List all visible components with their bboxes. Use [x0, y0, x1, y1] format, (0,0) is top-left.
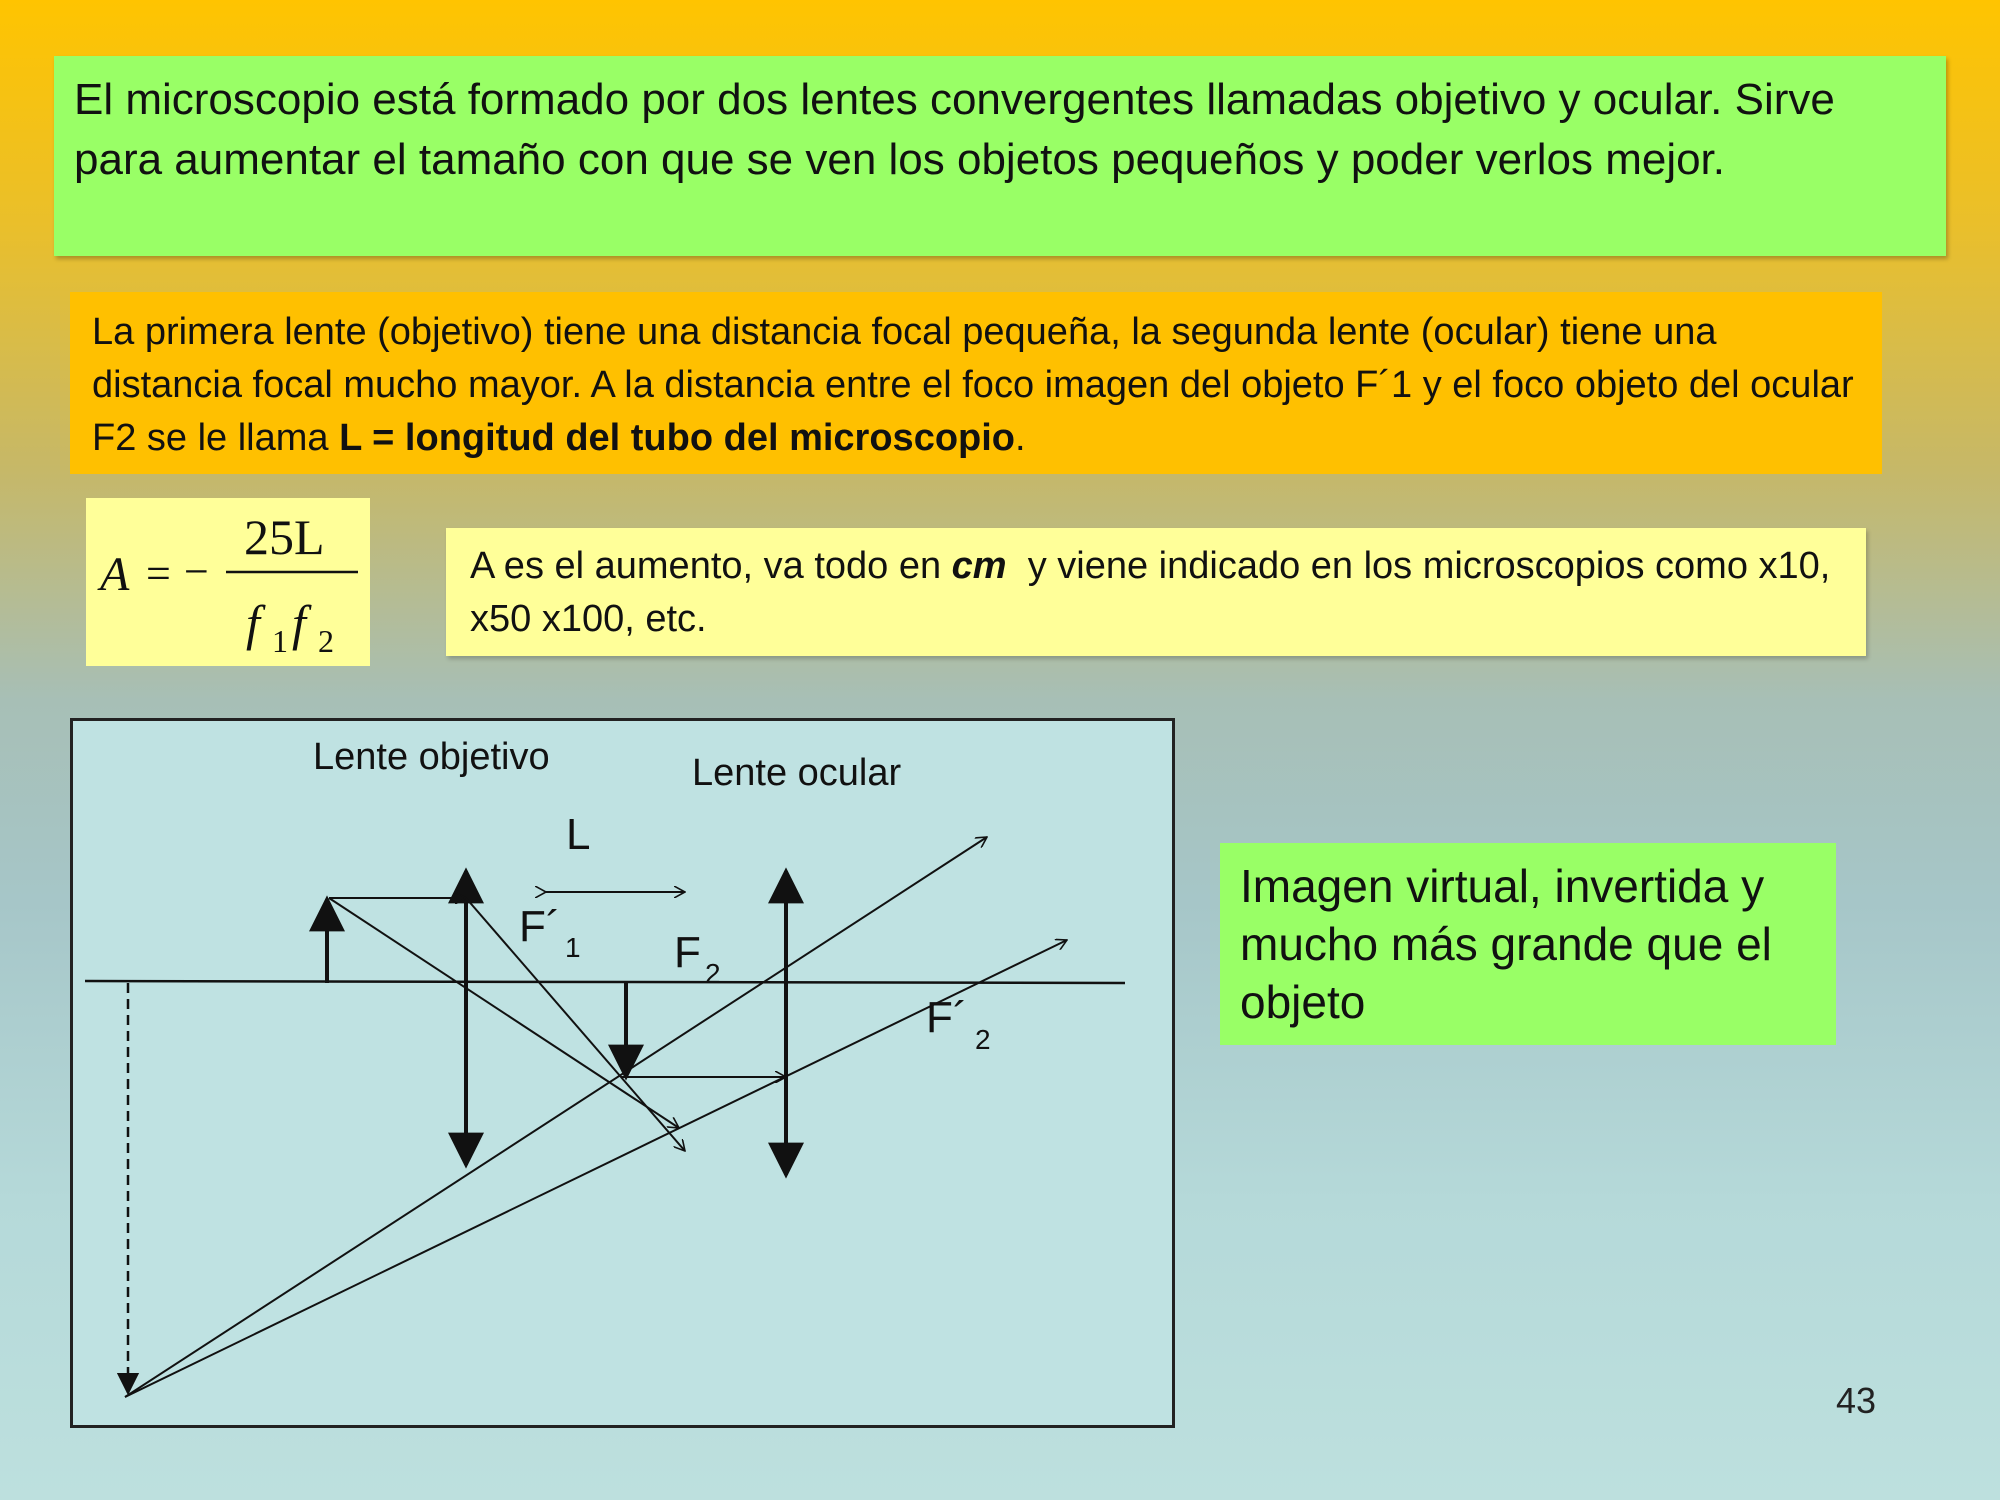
label-f1-prime-sub: 1 — [565, 932, 581, 963]
explanation-unit: cm — [951, 545, 1007, 587]
label-f2-prime: F´ — [926, 993, 968, 1042]
formula-sub2: 2 — [318, 623, 334, 659]
label-ocular-lens: Lente ocular — [692, 752, 902, 794]
magnification-formula — [86, 498, 370, 666]
formula-f2: f — [292, 595, 306, 651]
intro-text-box — [54, 56, 1946, 256]
microscope-ray-diagram — [70, 718, 1175, 1428]
formula-lhs: A — [100, 548, 130, 601]
lens-description-text: La primera lente (objetivo) tiene una distancia focal pequeña, la segunda lente (ocular) tiene una distancia focal mucho mayor. A la distancia entre el foco imagen del objeto F´1 y el foco objeto del ocular F2 se le llama — [92, 311, 1854, 459]
image-characteristics-text: Imagen virtual, invertida y mucho más grande que el objeto — [1240, 860, 1772, 1028]
formula-minus: − — [184, 547, 209, 596]
formula-svg — [86, 498, 370, 666]
formula-f1: f — [246, 595, 260, 651]
intro-text: El microscopio está formado por dos lentes convergentes llamadas objetivo y ocular. Sirve para aumentar el tamaño con que se ven los objetos pequeños y poder verlos mejor. — [74, 75, 1835, 184]
formula-equals: = — [146, 549, 171, 598]
magnification-explanation-box — [446, 528, 1866, 656]
label-f2-prime-sub: 2 — [975, 1024, 991, 1055]
label-f2: F — [674, 928, 701, 977]
light-rays — [125, 837, 1067, 1397]
explanation-after: y viene indicado en los microscopios como x10, x50 x100, etc. — [470, 545, 1841, 640]
label-objective-lens: Lente objetivo — [313, 736, 550, 778]
image-characteristics-box — [1220, 843, 1836, 1045]
optical-axis — [85, 981, 1125, 983]
tube-length-definition: L = longitud del tubo del microscopio — [339, 417, 1016, 459]
formula-numerator: 25L — [244, 509, 325, 565]
label-f2-sub: 2 — [705, 958, 721, 989]
lens-description-box — [70, 292, 1882, 474]
page-number: 43 — [1836, 1380, 1877, 1421]
label-tube-length: L — [566, 810, 591, 859]
formula-sub1: 1 — [272, 623, 288, 659]
lens-description-end: . — [1015, 417, 1026, 459]
explanation-before: A es el aumento, va todo en — [470, 545, 952, 587]
ray-diagram-svg — [73, 721, 1172, 1425]
label-f1-prime: F´ — [519, 902, 561, 951]
